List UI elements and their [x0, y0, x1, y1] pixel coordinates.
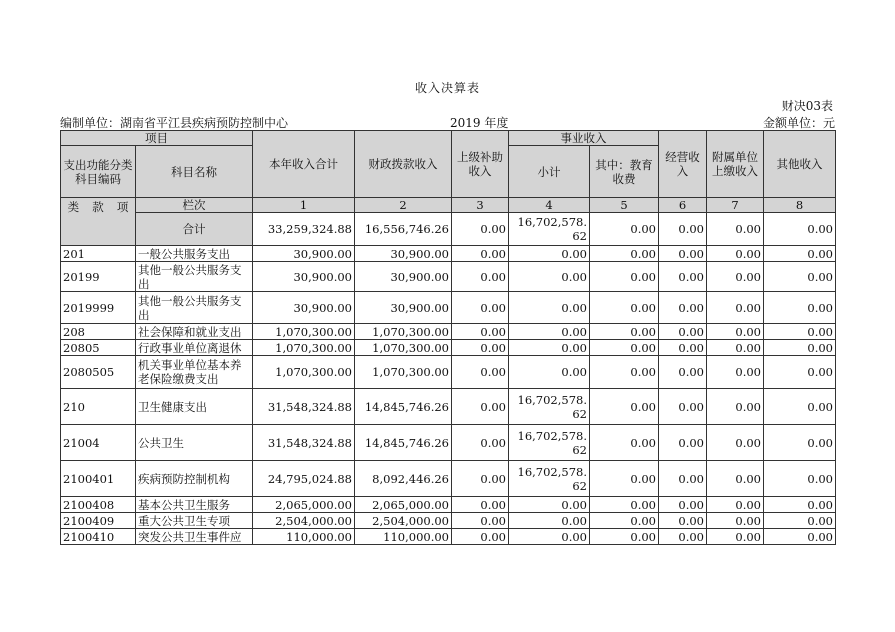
amount-cell: 16,702,578.62	[509, 425, 590, 461]
amount-cell: 0.00	[659, 461, 707, 497]
lei-label: 类	[67, 200, 80, 214]
income-table	[60, 130, 836, 545]
table-row	[61, 246, 836, 262]
amount-cell: 0.00	[707, 389, 764, 425]
amount-cell: 0.00	[452, 340, 509, 356]
amount-cell: 2,504,000.00	[355, 513, 452, 529]
amount-cell: 0.00	[764, 292, 836, 324]
col-num-6: 6	[659, 198, 707, 213]
total-row	[61, 213, 836, 246]
func-code-header: 支出功能分类科目编码	[61, 146, 136, 198]
subject-code: 2080505	[61, 356, 136, 389]
amount-cell: 1,070,300.00	[355, 340, 452, 356]
col-num-7: 7	[707, 198, 764, 213]
subject-name: 公共卫生	[136, 425, 253, 461]
total-label: 合计	[136, 213, 253, 246]
total-value-7: 0.00	[707, 213, 764, 246]
amount-cell: 0.00	[509, 262, 590, 292]
subject-code: 20805	[61, 340, 136, 356]
amount-cell: 2,065,000.00	[355, 497, 452, 513]
subject-code: 2100401	[61, 461, 136, 497]
amount-cell: 31,548,324.88	[253, 389, 355, 425]
table-row	[61, 356, 836, 389]
subject-name: 疾病预防控制机构	[136, 461, 253, 497]
superior-subsidy-header: 上级补助收入	[452, 131, 509, 198]
amount-cell: 0.00	[707, 246, 764, 262]
amount-cell: 0.00	[590, 513, 659, 529]
amount-cell: 0.00	[452, 425, 509, 461]
amount-cell: 0.00	[590, 356, 659, 389]
amount-cell: 0.00	[590, 389, 659, 425]
subject-name: 其他一般公共服务支出	[136, 262, 253, 292]
table-row	[61, 389, 836, 425]
amount-cell: 0.00	[509, 324, 590, 340]
subject-name: 社会保障和就业支出	[136, 324, 253, 340]
amount-cell: 31,548,324.88	[253, 425, 355, 461]
total-value-3: 0.00	[452, 213, 509, 246]
amount-cell: 0.00	[659, 340, 707, 356]
subject-name: 行政事业单位离退休	[136, 340, 253, 356]
amount-cell: 0.00	[764, 340, 836, 356]
amount-cell: 0.00	[509, 529, 590, 545]
amount-cell: 1,070,300.00	[253, 340, 355, 356]
amount-cell: 14,845,746.26	[355, 425, 452, 461]
amount-cell: 0.00	[764, 389, 836, 425]
amount-cell: 0.00	[707, 340, 764, 356]
amount-unit: 金额单位：元	[762, 116, 835, 130]
amount-cell: 0.00	[659, 246, 707, 262]
amount-cell: 0.00	[452, 262, 509, 292]
amount-cell: 0.00	[590, 425, 659, 461]
amount-cell: 30,900.00	[253, 246, 355, 262]
subject-code: 20199	[61, 262, 136, 292]
lei-kuan-xiang-cell	[61, 198, 136, 246]
affiliated-header: 附属单位上缴收入	[707, 131, 764, 198]
amount-cell: 0.00	[764, 246, 836, 262]
amount-cell: 0.00	[764, 529, 836, 545]
amount-cell: 0.00	[659, 292, 707, 324]
table-row	[61, 497, 836, 513]
amount-cell: 0.00	[509, 356, 590, 389]
subject-name: 基本公共卫生服务	[136, 497, 253, 513]
table-row	[61, 425, 836, 461]
total-value-1: 33,259,324.88	[253, 213, 355, 246]
amount-cell: 0.00	[707, 461, 764, 497]
amount-cell: 0.00	[659, 324, 707, 340]
column-number-label: 栏次	[136, 198, 253, 213]
subject-code: 2019999	[61, 292, 136, 324]
amount-cell: 0.00	[707, 513, 764, 529]
amount-cell: 0.00	[509, 246, 590, 262]
total-value-8: 0.00	[764, 213, 836, 246]
amount-cell: 0.00	[659, 425, 707, 461]
amount-cell: 0.00	[659, 529, 707, 545]
amount-cell: 0.00	[659, 513, 707, 529]
amount-cell: 8,092,446.26	[355, 461, 452, 497]
amount-cell: 2,504,000.00	[253, 513, 355, 529]
amount-cell: 110,000.00	[355, 529, 452, 545]
subject-name: 突发公共卫生事件应	[136, 529, 253, 545]
amount-cell: 2,065,000.00	[253, 497, 355, 513]
amount-cell: 1,070,300.00	[253, 324, 355, 340]
total-value-6: 0.00	[659, 213, 707, 246]
amount-cell: 0.00	[452, 356, 509, 389]
amount-cell: 0.00	[452, 389, 509, 425]
amount-cell: 1,070,300.00	[355, 356, 452, 389]
compiling-unit: 编制单位：湖南省平江县疾病预防控制中心	[60, 116, 289, 130]
table-row	[61, 513, 836, 529]
col-num-5: 5	[590, 198, 659, 213]
form-number: 财决03表	[781, 99, 833, 113]
amount-cell: 24,795,024.88	[253, 461, 355, 497]
amount-cell: 0.00	[764, 324, 836, 340]
amount-cell: 0.00	[452, 292, 509, 324]
subject-name: 重大公共卫生专项	[136, 513, 253, 529]
table-row	[61, 461, 836, 497]
other-income-header: 其他收入	[764, 131, 836, 198]
amount-cell: 0.00	[452, 246, 509, 262]
table-row	[61, 529, 836, 545]
amount-cell: 0.00	[707, 292, 764, 324]
subtotal-header: 小计	[509, 146, 590, 198]
amount-cell: 30,900.00	[355, 262, 452, 292]
subject-code: 2100410	[61, 529, 136, 545]
project-header: 项目	[61, 131, 253, 146]
amount-cell: 16,702,578.62	[509, 389, 590, 425]
amount-cell: 0.00	[659, 262, 707, 292]
amount-cell: 1,070,300.00	[253, 356, 355, 389]
subject-code: 21004	[61, 425, 136, 461]
subject-code: 2100408	[61, 497, 136, 513]
amount-cell: 0.00	[590, 497, 659, 513]
amount-cell: 1,070,300.00	[355, 324, 452, 340]
amount-cell: 30,900.00	[253, 292, 355, 324]
amount-cell: 0.00	[452, 497, 509, 513]
report-year: 2019 年度	[450, 116, 509, 130]
edu-fee-header: 其中：教育收费	[590, 146, 659, 198]
amount-cell: 0.00	[590, 324, 659, 340]
subject-name: 卫生健康支出	[136, 389, 253, 425]
amount-cell: 0.00	[452, 324, 509, 340]
amount-cell: 0.00	[707, 425, 764, 461]
amount-cell: 0.00	[707, 529, 764, 545]
subject-code: 201	[61, 246, 136, 262]
amount-cell: 0.00	[590, 246, 659, 262]
column-number-row	[61, 198, 836, 213]
amount-cell: 0.00	[452, 461, 509, 497]
amount-cell: 0.00	[590, 292, 659, 324]
col-num-2: 2	[355, 198, 452, 213]
amount-cell: 110,000.00	[253, 529, 355, 545]
amount-cell: 0.00	[590, 529, 659, 545]
header-row-1	[61, 131, 836, 146]
subject-code: 210	[61, 389, 136, 425]
amount-cell: 0.00	[452, 513, 509, 529]
xiang-label: 项	[116, 200, 129, 214]
amount-cell: 0.00	[590, 262, 659, 292]
amount-cell: 14,845,746.26	[355, 389, 452, 425]
amount-cell: 0.00	[707, 324, 764, 340]
col-num-1: 1	[253, 198, 355, 213]
subject-code: 208	[61, 324, 136, 340]
amount-cell: 0.00	[764, 497, 836, 513]
amount-cell: 0.00	[764, 356, 836, 389]
amount-cell: 30,900.00	[355, 292, 452, 324]
table-row	[61, 292, 836, 324]
total-income-header: 本年收入合计	[253, 131, 355, 198]
amount-cell: 0.00	[764, 513, 836, 529]
subject-name: 其他一般公共服务支出	[136, 292, 253, 324]
amount-cell: 0.00	[509, 340, 590, 356]
col-num-8: 8	[764, 198, 836, 213]
col-num-4: 4	[509, 198, 590, 213]
col-num-3: 3	[452, 198, 509, 213]
amount-cell: 0.00	[707, 356, 764, 389]
amount-cell: 0.00	[509, 513, 590, 529]
total-value-5: 0.00	[590, 213, 659, 246]
amount-cell: 16,702,578.62	[509, 461, 590, 497]
amount-cell: 0.00	[509, 292, 590, 324]
report-title: 收入决算表	[414, 81, 480, 95]
total-value-2: 16,556,746.26	[355, 213, 452, 246]
amount-cell: 0.00	[590, 340, 659, 356]
amount-cell: 0.00	[590, 461, 659, 497]
business-income-header: 事业收入	[509, 131, 659, 146]
operating-header: 经营收入	[659, 131, 707, 198]
subject-name: 机关事业单位基本养老保险缴费支出	[136, 356, 253, 389]
fiscal-header: 财政拨款收入	[355, 131, 452, 198]
amount-cell: 0.00	[452, 529, 509, 545]
data-rows	[61, 246, 836, 545]
table-row	[61, 340, 836, 356]
amount-cell: 0.00	[659, 356, 707, 389]
amount-cell: 0.00	[509, 497, 590, 513]
table-row	[61, 262, 836, 292]
total-value-4: 16,702,578.62	[509, 213, 590, 246]
amount-cell: 0.00	[659, 497, 707, 513]
amount-cell: 0.00	[707, 497, 764, 513]
amount-cell: 0.00	[764, 425, 836, 461]
kuan-label: 款	[92, 200, 104, 214]
subject-name-header: 科目名称	[136, 146, 253, 198]
table-row	[61, 324, 836, 340]
report-meta	[60, 114, 835, 130]
amount-cell: 0.00	[707, 262, 764, 292]
amount-cell: 0.00	[659, 389, 707, 425]
subject-code: 2100409	[61, 513, 136, 529]
subject-name: 一般公共服务支出	[136, 246, 253, 262]
amount-cell: 0.00	[764, 262, 836, 292]
amount-cell: 30,900.00	[253, 262, 355, 292]
amount-cell: 30,900.00	[355, 246, 452, 262]
amount-cell: 0.00	[764, 461, 836, 497]
